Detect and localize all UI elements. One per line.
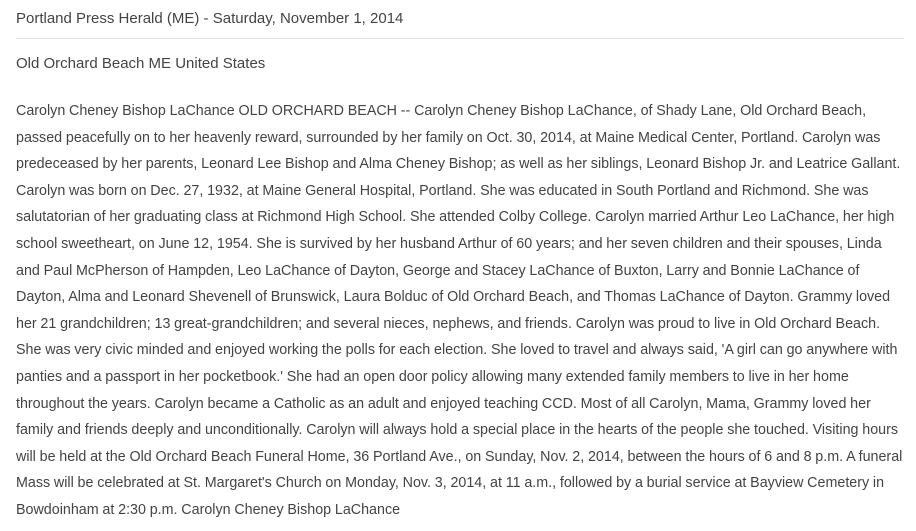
publication-source-line: Portland Press Herald (ME) - Saturday, November 1, 2014 [16,10,404,27]
location-line: Old Orchard Beach ME United States [16,55,266,72]
header-divider [16,38,904,39]
obituary-body-text: Carolyn Cheney Bishop LaChance OLD ORCHARD BEACH -- Carolyn Cheney Bishop LaChance, of Shady Lane, Old Orchard Beach, passed peacefully on to her heavenly reward, surrounded by her family on Oct. 30, 2014, at Maine Medical Center, Portland. Carolyn was predeceased by her parents, Leonard Lee Bishop and Alma Cheney Bishop; as well as her siblings, Leonard Bishop Jr. and Leatrice Gallant. Carolyn was born on Dec. 27, 1932, at Maine General Hospital, Portland. She was educated in South Portland and Richmond. She was salutatorian of her graduating class at Richmond High School. She attended Colby College. Carolyn married Arthur Leo LaChance, her high school sweetheart, on June 12, 1954. She is survived by her husband Arthur of 60 years; and her seven children and their spouses, Linda and Paul McPherson of Hampden, Leo LaChance of Dayton, George and Stacey LaChance of Buxton, Larry and Bonnie LaChance of Dayton, Alma and Leonard Shevenell of Brunswick, Laura Bolduc of Old Orchard Beach, and Thomas LaChance of Dayton. Grammy loved her 21 grandchildren; 13 great-grandchildren; and several nieces, nephews, and friends. Carolyn was proud to live in Old Orchard Beach. She was very civic minded and enjoyed working the polls for each election. She loved to travel and always said, 'A girl can go anywhere with panties and a passport in her pocketbook.' She had an open door policy allowing many extended family members to live in her home throughout the years. Carolyn became a Catholic as an adult and enjoyed teaching CCD. Most of all Carolyn, Mama, Grammy loved her family and friends deeply and unconditionally. Carolyn will always hold a special place in the hearts of the people she touched. Visiting hours will be held at the Old Orchard Beach Funeral Home, 36 Portland Ave., on Sunday, Nov. 2, 2014, between the hours of 6 and 8 p.m. A funeral Mass will be celebrated at St. Margaret's Church on Monday, Nov. 3, 2014, at 11 a.m., followed by a burial service at Bayview Cemetery in Bowdoinham at 2:30 p.m. Carolyn Cheney Bishop LaChance [16,103,903,518]
